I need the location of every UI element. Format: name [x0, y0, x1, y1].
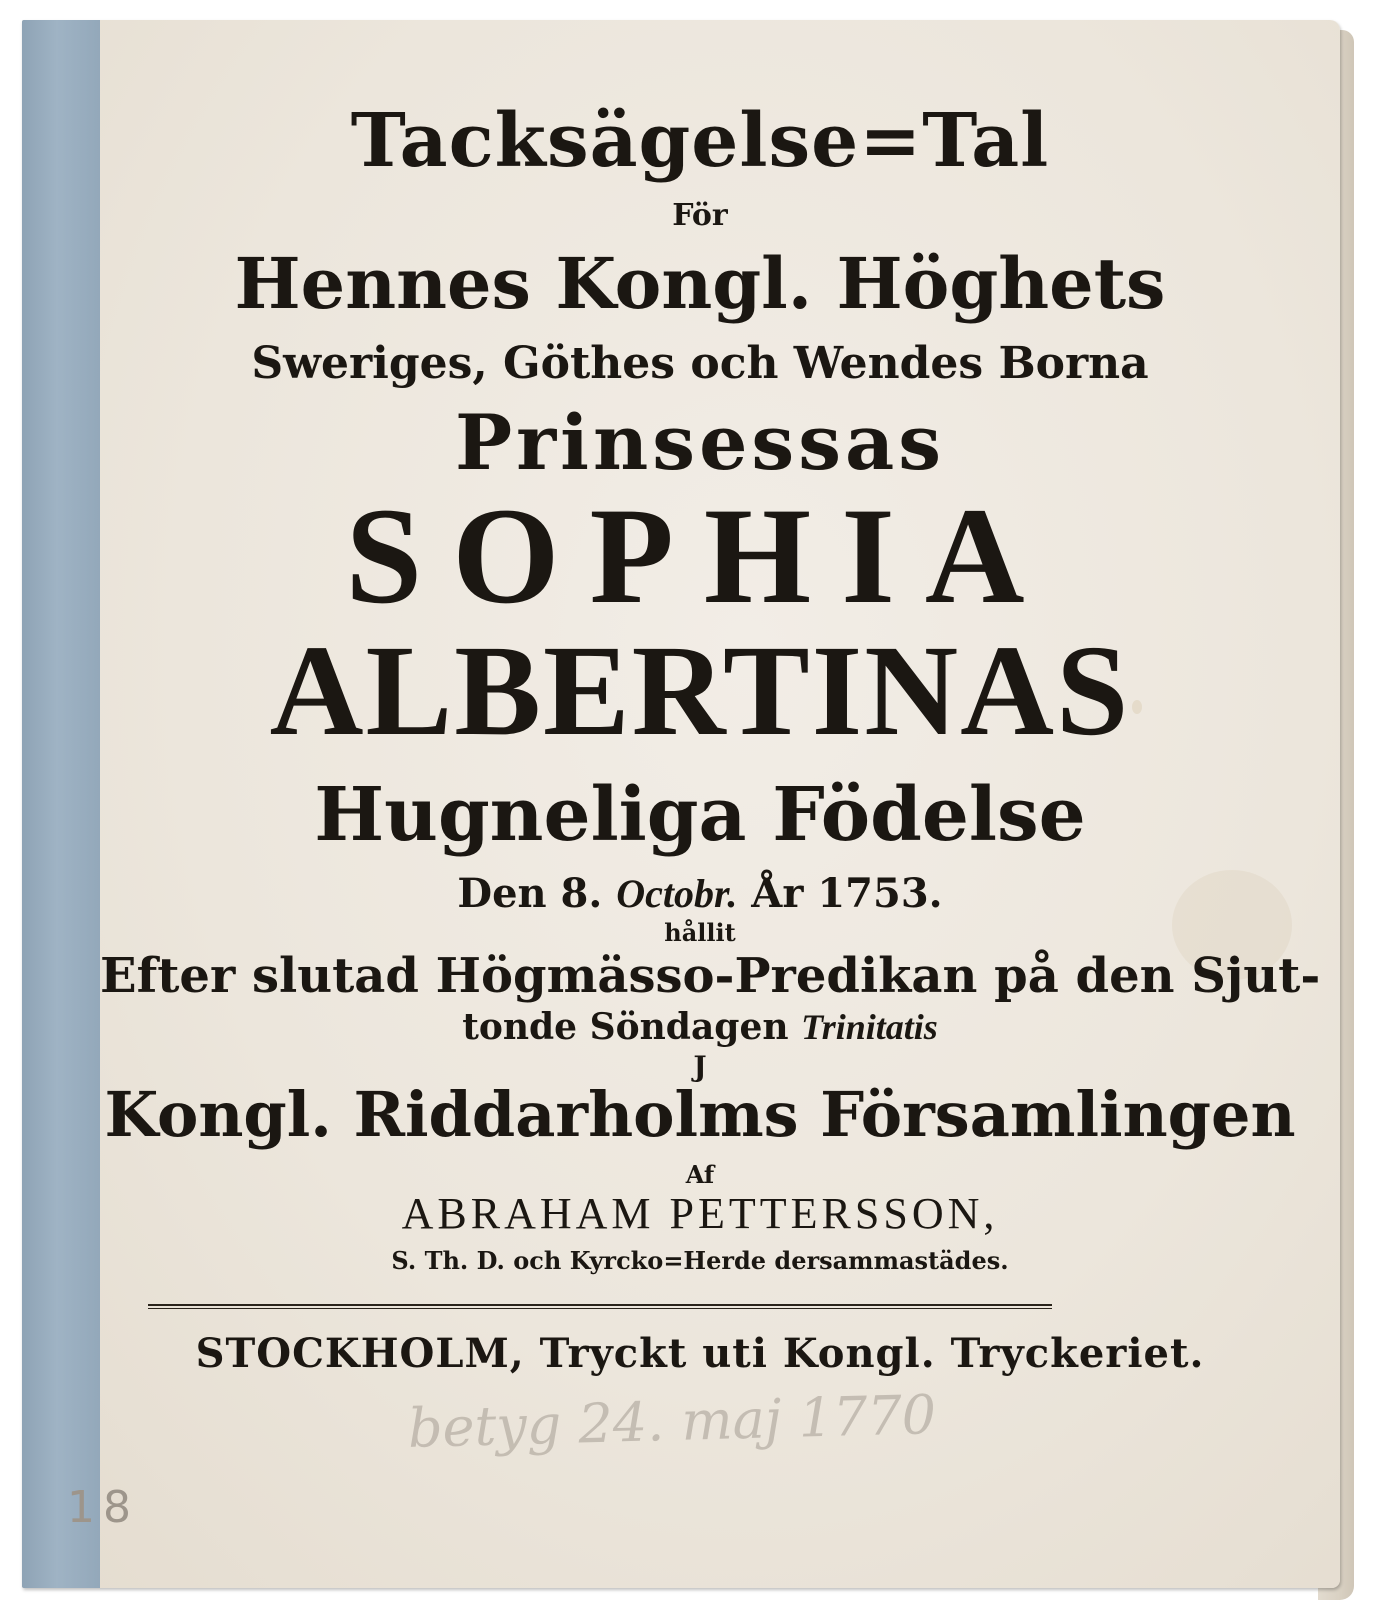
princess-line: Prinsessas [454, 398, 946, 487]
blue-paper-spine [22, 20, 100, 1588]
for-line: För [672, 198, 728, 233]
congregation-line: Kongl. Riddarholms Församlingen [104, 1078, 1296, 1151]
name-sophia: SOPHIA [345, 479, 1055, 632]
honorific-line: Hennes Kongl. Höghets [234, 242, 1166, 325]
birth-line: Hugneliga Födelse [314, 772, 1086, 858]
title-page [22, 20, 1340, 1588]
imprint-line: STOCKHOLM, Tryckt uti Kongl. Tryckeriet. [195, 1330, 1205, 1377]
date-line [100, 870, 1300, 917]
in-line: J [693, 1050, 707, 1083]
date-suffix: År 1753. [751, 870, 943, 917]
held-line: hållit [664, 918, 736, 947]
occasion-line-2 [100, 1006, 1300, 1048]
trinitatis-label: Trinitatis [801, 1007, 938, 1047]
occasion-line-1: Efter slutad Högmässo-Predikan på den Sjut- [100, 948, 1321, 1004]
realms-line: Sweriges, Göthes och Wendes Borna [251, 338, 1149, 389]
pencil-shelf-number: 18 [67, 1482, 139, 1533]
imprint-rule-thin [148, 1308, 1052, 1309]
date-prefix: Den 8. [457, 870, 603, 917]
by-line: Af [685, 1160, 715, 1189]
occasion-line-2-text: tonde Söndagen [462, 1006, 789, 1048]
date-month: Octobr. [616, 871, 738, 916]
imprint-rule [148, 1304, 1052, 1306]
pencil-annotation: betyg 24. maj 1770 [407, 1383, 937, 1460]
main-title: Tacksägelse=Tal [350, 98, 1050, 184]
title-block [100, 20, 1340, 1588]
name-albertinas: ALBERTINAS [269, 619, 1131, 763]
author-name: ABRAHAM PETTERSSON, [401, 1189, 999, 1238]
author-title: S. Th. D. och Kyrcko=Herde dersammastädes. [391, 1246, 1009, 1275]
